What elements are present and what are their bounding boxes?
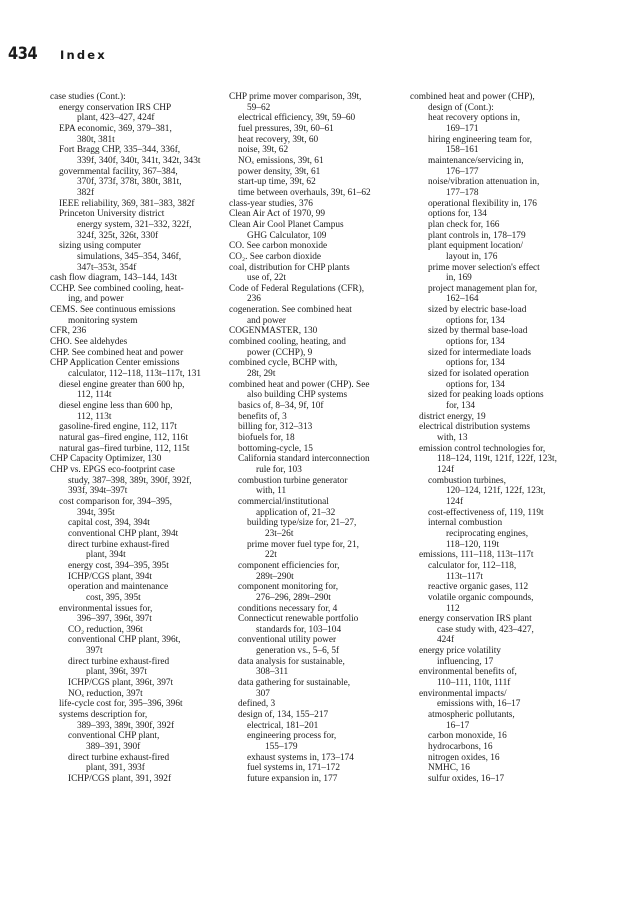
index-entry: start-up time, 39t, 62	[238, 177, 316, 188]
index-entry: 276–296, 289t–290t	[256, 592, 331, 603]
index-entry: CFR, 236	[50, 326, 87, 337]
index-entry: engineering process for,	[247, 731, 337, 742]
page-header	[8, 44, 107, 64]
index-entry: systems description for,	[59, 710, 148, 721]
index-entry: maintenance/servicing in,	[428, 155, 524, 166]
index-entry: ing, and power	[68, 294, 124, 305]
index-entry: power (CCHP), 9	[247, 347, 313, 358]
index-entry: emissions with, 16–17	[437, 699, 521, 710]
index-entry: plant, 394t	[86, 550, 126, 561]
index-entry: 169–171	[446, 123, 479, 134]
index-entry: defined, 3	[238, 699, 276, 710]
index-entry: data analysis for sustainable,	[238, 656, 345, 667]
index-entry: calculator, 112–118, 113t–117t, 131	[68, 369, 202, 380]
index-entry: 236	[247, 294, 261, 305]
index-entry: 22t	[265, 550, 277, 561]
index-entry: 308–311	[256, 667, 289, 678]
index-entry: options for, 134	[446, 337, 505, 348]
index-entry: 370f, 373f, 378t, 380t, 381t,	[77, 177, 182, 188]
index-entry: noise, 39t, 62	[238, 145, 289, 156]
index-entry: options for, 134	[446, 358, 505, 369]
index-entry: data gathering for sustainable,	[238, 678, 351, 689]
index-entry: ICHP/CGS plant, 396t, 397t	[68, 678, 174, 689]
index-entry: case study with, 423–427,	[437, 624, 534, 635]
index-entry: 176–177	[446, 166, 479, 177]
index-entry: 23t–26t	[265, 528, 294, 539]
index-entry: Code of Federal Regulations (CFR),	[229, 283, 365, 294]
index-entry: sized by electric base-load	[428, 305, 527, 316]
index-entry: in, 169	[446, 273, 472, 284]
running-head: Index	[60, 48, 107, 62]
index-entry: IEEE reliability, 369, 381–383, 382f	[59, 198, 195, 209]
index-entry: study, 387–398, 389t, 390f, 392f,	[68, 475, 192, 486]
index-entry: 396–397, 396t, 397t	[77, 614, 152, 625]
index-entry: California standard interconnection	[238, 454, 370, 465]
index-entry: energy cost, 394–395, 395t	[68, 560, 169, 571]
index-entry: cost, 395, 395t	[86, 592, 141, 603]
index-entry: CHP Capacity Optimizer, 130	[50, 454, 162, 465]
index-entry: 424f	[437, 635, 455, 646]
index-entry: electrical efficiency, 39t, 59–60	[238, 113, 356, 124]
index-entry: project management plan for,	[428, 283, 538, 294]
index-entry: CHP Application Center emissions	[50, 358, 180, 369]
index-entry: 118–120, 119t	[446, 539, 500, 550]
index-entry: combined heat and power (CHP),	[410, 92, 535, 102]
index-entry: 394t, 395t	[77, 507, 115, 518]
index-entry: energy system, 321–332, 322f,	[77, 219, 192, 230]
index-entry: 124f	[437, 464, 455, 475]
index-entry: 155–179	[265, 742, 298, 753]
index-entry: 307	[256, 688, 270, 699]
index-entry: conventional utility power	[238, 635, 337, 646]
index-entry: 110–111, 110t, 111f	[437, 678, 511, 689]
index-entry: CHP vs. EPGS eco-footprint case	[50, 464, 175, 475]
index-entry: NOₓ emissions, 39t, 61	[238, 155, 324, 166]
index-entry: COGENMASTER, 130	[229, 326, 318, 337]
index-entry: heat recovery, 39t, 60	[238, 134, 319, 145]
index-entry: NOₓ reduction, 397t	[68, 688, 143, 699]
index-entry: billing for, 312–313	[238, 422, 313, 433]
index-entry: cash flow diagram, 143–144, 143t	[50, 273, 178, 284]
index-entry: CHP. See combined heat and power	[50, 347, 184, 358]
index-entry: 124f	[446, 496, 464, 507]
index-entry: cogeneration. See combined heat	[229, 305, 352, 316]
index-entry: commercial/institutional	[238, 496, 329, 507]
index-entry: Princeton University district	[59, 209, 165, 220]
index-entry: NMHC, 16	[428, 763, 470, 774]
index-entry: emission control technologies for,	[419, 443, 546, 454]
index-entry: with, 11	[256, 486, 287, 497]
index-entry: 112, 113t	[77, 411, 112, 422]
index-entry: coal, distribution for CHP plants	[229, 262, 350, 273]
index-entry: CHO. See aldehydes	[50, 337, 128, 348]
index-entry: simulations, 345–354, 346f,	[77, 251, 182, 262]
index-entry: options for, 134	[446, 379, 505, 390]
index-entry: layout in, 176	[446, 251, 498, 262]
index-entry: for, 134	[446, 401, 476, 412]
index-entry: atmospheric pollutants,	[428, 710, 515, 721]
index-entry: design of (Cont.):	[428, 102, 494, 113]
index-entry: Fort Bragg CHP, 335–344, 336f,	[59, 145, 181, 156]
index-entry: noise/vibration attenuation in,	[428, 177, 540, 188]
index-entry: plant, 391, 393f	[86, 763, 145, 774]
index-entry: GHG Calculator, 109	[247, 230, 327, 241]
index-entry: diesel engine greater than 600 hp,	[59, 379, 185, 390]
index-entry: operation and maintenance	[68, 582, 169, 593]
index-entry: 382f	[77, 187, 95, 198]
index-entry: class-year studies, 376	[229, 198, 313, 209]
index-entry: cost-effectiveness of, 119, 119t	[428, 507, 544, 518]
index-entry: 120–124, 121f, 122f, 123t,	[446, 486, 546, 497]
index-entry: bottoming-cycle, 15	[238, 443, 313, 454]
index-entry: plant, 396t, 397t	[86, 667, 147, 678]
index-entry: also building CHP systems	[247, 390, 348, 401]
index-entry: options for, 134	[428, 209, 487, 220]
index-entry: combined cycle, BCHP with,	[229, 358, 338, 369]
index-entry: sizing using computer	[59, 241, 142, 252]
index-entry: case studies (Cont.):	[50, 92, 126, 102]
index-entry: reactive organic gases, 112	[428, 582, 529, 593]
index-entry: power density, 39t, 61	[238, 166, 321, 177]
index-entry: gasoline-fired engine, 112, 117t	[59, 422, 177, 433]
index-entry: conventional CHP plant, 394t	[68, 528, 179, 539]
index-entry: 397t	[86, 646, 103, 657]
index-entry: CO. See carbon monoxide	[229, 241, 328, 252]
index-entry: sulfur oxides, 16–17	[428, 774, 505, 784]
index-entry: CO₂. See carbon dioxide	[229, 251, 322, 262]
index-entry: carbon monoxide, 16	[428, 731, 507, 742]
index-entry: combined cooling, heating, and	[229, 337, 346, 348]
index-entry: CHP prime mover comparison, 39t,	[229, 92, 362, 102]
index-entry: 112	[446, 603, 460, 614]
index-entry: electrical distribution systems	[419, 422, 531, 433]
index-entry: time between overhauls, 39t, 61–62	[238, 187, 371, 198]
index-entry: rule for, 103	[256, 464, 302, 475]
index-entry: 118–124, 119t, 121f, 122f, 123t,	[437, 454, 557, 465]
index-entry: life-cycle cost for, 395–396, 396t	[59, 699, 183, 710]
index-column-2	[229, 92, 409, 785]
index-entry: basics of, 8–34, 9f, 10f	[238, 401, 324, 412]
index-entry: standards for, 103–104	[256, 624, 342, 635]
index-entry: cost comparison for, 394–395,	[59, 496, 172, 507]
index-entry: plan check for, 166	[428, 219, 500, 230]
index-entry: operational flexibility in, 176	[428, 198, 537, 209]
index-entry: diesel engine less than 600 hp,	[59, 401, 173, 412]
index-entry: sized for isolated operation	[428, 369, 529, 380]
index-entry: volatile organic compounds,	[428, 592, 534, 603]
index-entry: application of, 21–32	[256, 507, 336, 518]
index-entry: plant equipment location/	[428, 241, 524, 252]
index-entry: 59–62	[247, 102, 271, 113]
index-entry: component efficiencies for,	[238, 560, 340, 571]
index-entry: exhaust systems in, 173–174	[247, 752, 354, 763]
index-entry: energy conservation IRS CHP	[59, 102, 172, 113]
index-entry: 393f, 394t–397t	[68, 486, 128, 497]
index-entry: environmental impacts/	[419, 688, 507, 699]
index-entry: emissions, 111–118, 113t–117t	[419, 550, 534, 561]
index-entry: 339f, 340f, 340t, 341t, 342t, 343t	[77, 155, 201, 166]
index-entry: heat recovery options in,	[428, 113, 520, 124]
index-entry: natural gas–fired engine, 112, 116t	[59, 433, 188, 443]
index-column-1	[50, 92, 230, 785]
index-entry: direct turbine exhaust-fired	[68, 656, 170, 667]
index-entry: combined heat and power (CHP). See	[229, 379, 370, 390]
index-entry: sized by thermal base-load	[428, 326, 528, 337]
index-entry: fuel pressures, 39t, 60–61	[238, 123, 334, 134]
index-entry: ICHP/CGS plant, 394t	[68, 571, 152, 582]
index-entry: internal combustion	[428, 518, 503, 529]
index-entry: 28t, 29t	[247, 369, 276, 380]
index-entry: natural gas–fired turbine, 112, 115t	[59, 443, 190, 454]
index-entry: nitrogen oxides, 16	[428, 752, 500, 763]
index-entry: 347t–353t, 354f	[77, 262, 137, 273]
index-entry: CO₂ reduction, 396t	[68, 624, 143, 635]
index-entry: 162–164	[446, 294, 479, 305]
page-number: 434	[8, 44, 38, 64]
index-entry: 158–161	[446, 145, 479, 156]
index-entry: plant controls in, 178–179	[428, 230, 526, 241]
index-entry: 113t–117t	[446, 571, 484, 582]
index-entry: reciprocating engines,	[446, 528, 529, 539]
index-entry: design of, 134, 155–217	[238, 710, 329, 721]
index-entry: environmental issues for,	[59, 603, 153, 614]
index-entry: calculator for, 112–118,	[428, 560, 517, 571]
index-entry: conditions necessary for, 4	[238, 603, 338, 614]
index-entry: ICHP/CGS plant, 391, 392f	[68, 774, 172, 784]
index-entry: Connecticut renewable portfolio	[238, 614, 359, 625]
index-entry: 389–393, 389t, 390f, 392f	[77, 720, 175, 731]
index-entry: 177–178	[446, 187, 479, 198]
index-entry: biofuels for, 18	[238, 433, 295, 443]
index-entry: fuel systems in, 171–172	[247, 763, 340, 774]
index-entry: environmental benefits of,	[419, 667, 517, 678]
index-entry: 289t–290t	[256, 571, 294, 582]
index-entry: CCHP. See combined cooling, heat-	[50, 283, 184, 294]
index-entry: energy conservation IRS plant	[419, 614, 532, 625]
index-column-3	[410, 92, 590, 785]
index-entry: use of, 22t	[247, 273, 286, 284]
index-entry: benefits of, 3	[238, 411, 287, 422]
index-entry: sized for peaking loads options	[428, 390, 544, 401]
index-entry: 389–391, 390f	[86, 742, 141, 753]
index-entry: Clean Air Cool Planet Campus	[229, 219, 344, 230]
index-entry: prime mover selection's effect	[428, 262, 540, 273]
index-entry: energy price volatility	[419, 646, 501, 657]
index-entry: direct turbine exhaust-fired	[68, 752, 170, 763]
index-entry: future expansion in, 177	[247, 774, 338, 784]
index-entry: prime mover fuel type for, 21,	[247, 539, 359, 550]
index-entry: sized for intermediate loads	[428, 347, 532, 358]
index-entry: and power	[247, 315, 286, 326]
index-entry: 112, 114t	[77, 390, 112, 401]
index-entry: governmental facility, 367–384,	[59, 166, 178, 177]
index-entry: influencing, 17	[437, 656, 494, 667]
index-entry: conventional CHP plant, 396t,	[68, 635, 181, 646]
index-entry: options for, 134	[446, 315, 505, 326]
index-entry: hydrocarbons, 16	[428, 742, 493, 753]
index-entry: EPA economic, 369, 379–381,	[59, 123, 172, 134]
index-entry: conventional CHP plant,	[68, 731, 160, 742]
index-entry: 16–17	[446, 720, 470, 731]
index-entry: building type/size for, 21–27,	[247, 518, 357, 529]
index-entry: component monitoring for,	[238, 582, 339, 593]
index-entry: 380t, 381t	[77, 134, 115, 145]
index-entry: district energy, 19	[419, 411, 486, 422]
index-entry: Clean Air Act of 1970, 99	[229, 209, 326, 220]
index-entry: with, 13	[437, 433, 468, 443]
index-entry: combustion turbines,	[428, 475, 506, 486]
index-entry: generation vs., 5–6, 5f	[256, 646, 340, 657]
index-entry: electrical, 181–201	[247, 720, 319, 731]
index-entry: 324f, 325t, 326t, 330f	[77, 230, 159, 241]
index-entry: combustion turbine generator	[238, 475, 348, 486]
index-entry: direct turbine exhaust-fired	[68, 539, 170, 550]
index-entry: monitoring system	[68, 315, 138, 326]
index-entry: plant, 423–427, 424f	[77, 113, 155, 124]
index-entry: capital cost, 394, 394t	[68, 518, 150, 529]
index-entry: CEMS. See continuous emissions	[50, 305, 176, 316]
index-entry: hiring engineering team for,	[428, 134, 532, 145]
